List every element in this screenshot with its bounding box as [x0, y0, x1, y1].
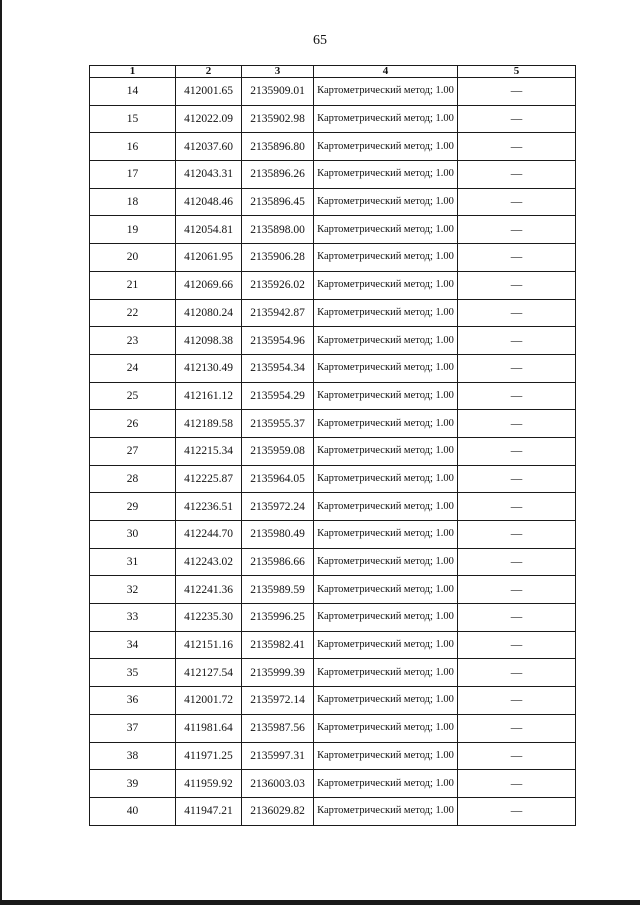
method-cell: Картометрический метод; 1.00	[314, 576, 458, 604]
method-cell: Картометрический метод; 1.00	[314, 105, 458, 133]
y-coordinate-cell: 2135997.31	[242, 742, 314, 770]
note-cell: —	[458, 133, 576, 161]
note-cell: —	[458, 548, 576, 576]
x-coordinate-cell: 412054.81	[176, 216, 242, 244]
header-col-1: 1	[90, 66, 176, 78]
note-cell: —	[458, 659, 576, 687]
y-coordinate-cell: 2135898.00	[242, 216, 314, 244]
table-row	[90, 105, 576, 133]
header-col-2: 2	[176, 66, 242, 78]
point-number-cell: 30	[90, 521, 176, 549]
method-cell: Картометрический метод; 1.00	[314, 521, 458, 549]
table-row	[90, 548, 576, 576]
note-cell: —	[458, 105, 576, 133]
y-coordinate-cell: 2135964.05	[242, 465, 314, 493]
method-cell: Картометрический метод; 1.00	[314, 437, 458, 465]
point-number-cell: 22	[90, 299, 176, 327]
x-coordinate-cell: 412001.65	[176, 78, 242, 106]
y-coordinate-cell: 2135996.25	[242, 604, 314, 632]
x-coordinate-cell: 412244.70	[176, 521, 242, 549]
method-cell: Картометрический метод; 1.00	[314, 327, 458, 355]
x-coordinate-cell: 411981.64	[176, 714, 242, 742]
x-coordinate-cell: 412241.36	[176, 576, 242, 604]
table-row	[90, 521, 576, 549]
method-cell: Картометрический метод; 1.00	[314, 604, 458, 632]
table-row	[90, 78, 576, 106]
header-col-3: 3	[242, 66, 314, 78]
header-col-4: 4	[314, 66, 458, 78]
method-cell: Картометрический метод; 1.00	[314, 78, 458, 106]
y-coordinate-cell: 2135926.02	[242, 271, 314, 299]
table-row	[90, 271, 576, 299]
point-number-cell: 23	[90, 327, 176, 355]
point-number-cell: 16	[90, 133, 176, 161]
x-coordinate-cell: 412048.46	[176, 188, 242, 216]
table-row	[90, 299, 576, 327]
y-coordinate-cell: 2135980.49	[242, 521, 314, 549]
x-coordinate-cell: 412037.60	[176, 133, 242, 161]
table-row	[90, 161, 576, 189]
method-cell: Картометрический метод; 1.00	[314, 465, 458, 493]
scan-bottom-edge	[0, 900, 640, 905]
point-number-cell: 19	[90, 216, 176, 244]
x-coordinate-cell: 412189.58	[176, 410, 242, 438]
method-cell: Картометрический метод; 1.00	[314, 188, 458, 216]
point-number-cell: 26	[90, 410, 176, 438]
note-cell: —	[458, 216, 576, 244]
method-cell: Картометрический метод; 1.00	[314, 382, 458, 410]
coordinates-table	[89, 65, 576, 826]
note-cell: —	[458, 521, 576, 549]
x-coordinate-cell: 412127.54	[176, 659, 242, 687]
table-row	[90, 133, 576, 161]
method-cell: Картометрический метод; 1.00	[314, 631, 458, 659]
page-number: 65	[313, 33, 327, 48]
point-number-cell: 28	[90, 465, 176, 493]
note-cell: —	[458, 78, 576, 106]
x-coordinate-cell: 412061.95	[176, 244, 242, 272]
table-row	[90, 714, 576, 742]
y-coordinate-cell: 2135982.41	[242, 631, 314, 659]
table-row	[90, 327, 576, 355]
method-cell: Картометрический метод; 1.00	[314, 493, 458, 521]
point-number-cell: 29	[90, 493, 176, 521]
note-cell: —	[458, 714, 576, 742]
y-coordinate-cell: 2136003.03	[242, 770, 314, 798]
method-cell: Картометрический метод; 1.00	[314, 659, 458, 687]
point-number-cell: 20	[90, 244, 176, 272]
table-row	[90, 244, 576, 272]
method-cell: Картометрический метод; 1.00	[314, 797, 458, 825]
method-cell: Картометрический метод; 1.00	[314, 299, 458, 327]
point-number-cell: 21	[90, 271, 176, 299]
header-col-5: 5	[458, 66, 576, 78]
y-coordinate-cell: 2135906.28	[242, 244, 314, 272]
note-cell: —	[458, 354, 576, 382]
point-number-cell: 14	[90, 78, 176, 106]
table-row	[90, 797, 576, 825]
table-row	[90, 465, 576, 493]
table-row	[90, 354, 576, 382]
note-cell: —	[458, 742, 576, 770]
method-cell: Картометрический метод; 1.00	[314, 271, 458, 299]
table-row	[90, 410, 576, 438]
point-number-cell: 17	[90, 161, 176, 189]
table-row	[90, 188, 576, 216]
y-coordinate-cell: 2135902.98	[242, 105, 314, 133]
note-cell: —	[458, 437, 576, 465]
note-cell: —	[458, 410, 576, 438]
table-row	[90, 631, 576, 659]
note-cell: —	[458, 271, 576, 299]
point-number-cell: 34	[90, 631, 176, 659]
note-cell: —	[458, 465, 576, 493]
table-row	[90, 770, 576, 798]
method-cell: Картометрический метод; 1.00	[314, 770, 458, 798]
point-number-cell: 40	[90, 797, 176, 825]
method-cell: Картометрический метод; 1.00	[314, 216, 458, 244]
method-cell: Картометрический метод; 1.00	[314, 714, 458, 742]
x-coordinate-cell: 412151.16	[176, 631, 242, 659]
method-cell: Картометрический метод; 1.00	[314, 244, 458, 272]
point-number-cell: 33	[90, 604, 176, 632]
point-number-cell: 32	[90, 576, 176, 604]
point-number-cell: 36	[90, 687, 176, 715]
x-coordinate-cell: 412130.49	[176, 354, 242, 382]
table-row	[90, 604, 576, 632]
x-coordinate-cell: 412022.09	[176, 105, 242, 133]
table-row	[90, 437, 576, 465]
y-coordinate-cell: 2135972.24	[242, 493, 314, 521]
table-row	[90, 382, 576, 410]
note-cell: —	[458, 161, 576, 189]
note-cell: —	[458, 576, 576, 604]
point-number-cell: 39	[90, 770, 176, 798]
x-coordinate-cell: 411971.25	[176, 742, 242, 770]
note-cell: —	[458, 687, 576, 715]
point-number-cell: 25	[90, 382, 176, 410]
table-body	[90, 78, 576, 826]
note-cell: —	[458, 188, 576, 216]
note-cell: —	[458, 299, 576, 327]
note-cell: —	[458, 604, 576, 632]
note-cell: —	[458, 244, 576, 272]
note-cell: —	[458, 382, 576, 410]
table-row	[90, 216, 576, 244]
y-coordinate-cell: 2135986.66	[242, 548, 314, 576]
y-coordinate-cell: 2135954.29	[242, 382, 314, 410]
point-number-cell: 27	[90, 437, 176, 465]
y-coordinate-cell: 2135989.59	[242, 576, 314, 604]
x-coordinate-cell: 412225.87	[176, 465, 242, 493]
x-coordinate-cell: 411947.21	[176, 797, 242, 825]
x-coordinate-cell: 412236.51	[176, 493, 242, 521]
y-coordinate-cell: 2135955.37	[242, 410, 314, 438]
x-coordinate-cell: 412235.30	[176, 604, 242, 632]
y-coordinate-cell: 2135999.39	[242, 659, 314, 687]
note-cell: —	[458, 797, 576, 825]
y-coordinate-cell: 2135942.87	[242, 299, 314, 327]
point-number-cell: 38	[90, 742, 176, 770]
y-coordinate-cell: 2135987.56	[242, 714, 314, 742]
y-coordinate-cell: 2135896.45	[242, 188, 314, 216]
method-cell: Картометрический метод; 1.00	[314, 161, 458, 189]
table-row	[90, 659, 576, 687]
note-cell: —	[458, 327, 576, 355]
point-number-cell: 15	[90, 105, 176, 133]
point-number-cell: 18	[90, 188, 176, 216]
table-header	[90, 66, 576, 78]
x-coordinate-cell: 411959.92	[176, 770, 242, 798]
y-coordinate-cell: 2135896.80	[242, 133, 314, 161]
method-cell: Картометрический метод; 1.00	[314, 742, 458, 770]
note-cell: —	[458, 493, 576, 521]
method-cell: Картометрический метод; 1.00	[314, 133, 458, 161]
y-coordinate-cell: 2135954.34	[242, 354, 314, 382]
table-row	[90, 576, 576, 604]
y-coordinate-cell: 2135896.26	[242, 161, 314, 189]
method-cell: Картометрический метод; 1.00	[314, 410, 458, 438]
table-row	[90, 742, 576, 770]
y-coordinate-cell: 2135954.96	[242, 327, 314, 355]
x-coordinate-cell: 412243.02	[176, 548, 242, 576]
y-coordinate-cell: 2135909.01	[242, 78, 314, 106]
point-number-cell: 24	[90, 354, 176, 382]
note-cell: —	[458, 770, 576, 798]
x-coordinate-cell: 412098.38	[176, 327, 242, 355]
table-row	[90, 493, 576, 521]
x-coordinate-cell: 412080.24	[176, 299, 242, 327]
method-cell: Картометрический метод; 1.00	[314, 548, 458, 576]
point-number-cell: 31	[90, 548, 176, 576]
x-coordinate-cell: 412069.66	[176, 271, 242, 299]
y-coordinate-cell: 2135972.14	[242, 687, 314, 715]
table-row	[90, 687, 576, 715]
note-cell: —	[458, 631, 576, 659]
scan-left-edge	[0, 0, 2, 905]
header-row	[90, 66, 576, 78]
x-coordinate-cell: 412161.12	[176, 382, 242, 410]
method-cell: Картометрический метод; 1.00	[314, 687, 458, 715]
method-cell: Картометрический метод; 1.00	[314, 354, 458, 382]
y-coordinate-cell: 2136029.82	[242, 797, 314, 825]
point-number-cell: 35	[90, 659, 176, 687]
point-number-cell: 37	[90, 714, 176, 742]
x-coordinate-cell: 412043.31	[176, 161, 242, 189]
y-coordinate-cell: 2135959.08	[242, 437, 314, 465]
x-coordinate-cell: 412001.72	[176, 687, 242, 715]
x-coordinate-cell: 412215.34	[176, 437, 242, 465]
